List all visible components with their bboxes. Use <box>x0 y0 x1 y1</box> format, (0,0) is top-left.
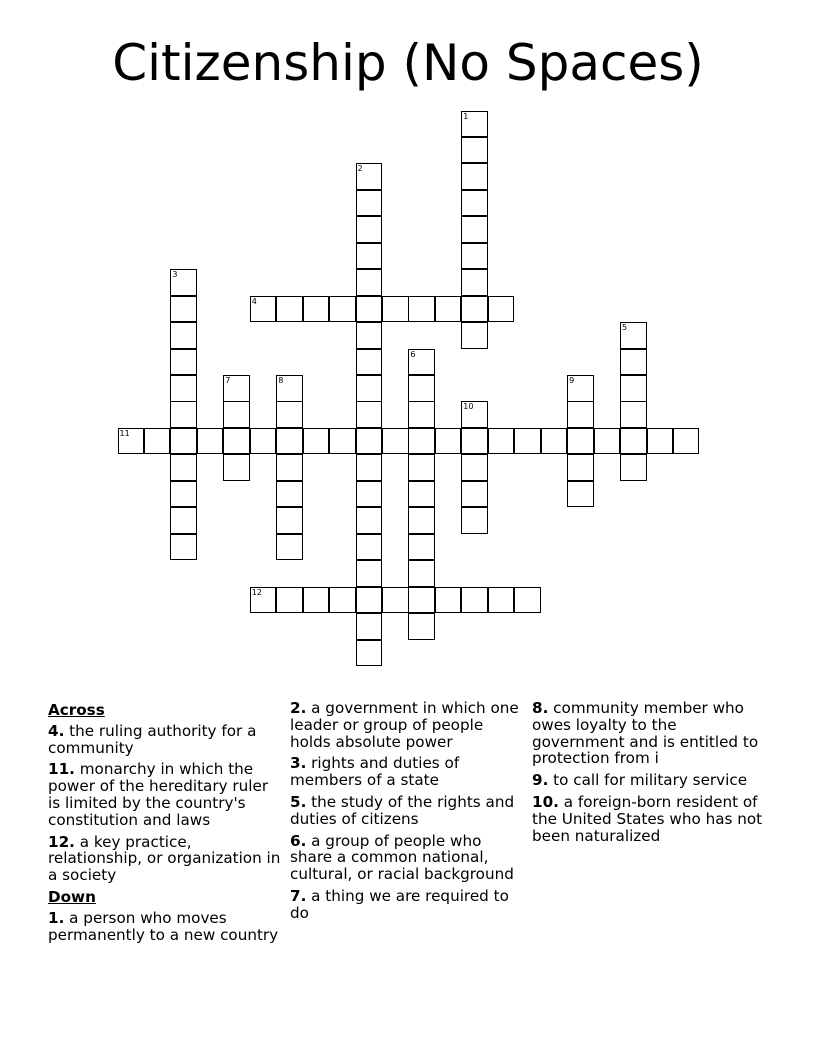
grid-cell[interactable] <box>461 454 488 481</box>
grid-cell[interactable] <box>435 587 462 614</box>
grid-cell[interactable] <box>461 587 488 614</box>
grid-cell[interactable] <box>620 401 647 428</box>
grid-cell[interactable] <box>408 401 435 428</box>
clue-across-4 <box>48 723 284 757</box>
grid-cell[interactable] <box>461 507 488 534</box>
grid-cell[interactable] <box>170 349 197 376</box>
grid-cell[interactable] <box>170 507 197 534</box>
grid-cell[interactable] <box>250 296 277 323</box>
grid-cell[interactable] <box>488 428 515 455</box>
clue-down-1 <box>48 910 284 944</box>
grid-cell[interactable] <box>356 454 383 481</box>
cell-number: 1 <box>463 111 469 121</box>
grid-cell[interactable] <box>567 375 594 402</box>
grid-cell[interactable] <box>461 243 488 270</box>
grid-cell[interactable] <box>567 428 594 455</box>
grid-cell[interactable] <box>673 428 700 455</box>
grid-cell[interactable] <box>356 401 383 428</box>
clue-number: 6. <box>290 831 307 850</box>
grid-cell[interactable] <box>356 375 383 402</box>
grid-cell[interactable] <box>567 454 594 481</box>
grid-cell[interactable] <box>461 137 488 164</box>
grid-cell[interactable] <box>461 216 488 243</box>
grid-cell[interactable] <box>170 269 197 296</box>
clue-number: 3. <box>290 754 307 773</box>
clue-text: a group of people who share a common national, cultural, or racial background <box>290 831 514 884</box>
grid-cell[interactable] <box>276 454 303 481</box>
grid-cell[interactable] <box>461 190 488 217</box>
grid-cell[interactable] <box>408 507 435 534</box>
puzzle-title: Citizenship (No Spaces) <box>112 34 704 92</box>
grid-cell[interactable] <box>594 428 621 455</box>
grid-cell[interactable] <box>408 454 435 481</box>
clue-number: 11. <box>48 760 75 779</box>
clue-text: the ruling authority for a community <box>48 721 257 757</box>
grid-cell[interactable] <box>170 481 197 508</box>
clues-column-3 <box>532 700 768 849</box>
grid-cell[interactable] <box>408 349 435 376</box>
grid-cell[interactable] <box>303 296 330 323</box>
grid-cell[interactable] <box>329 296 356 323</box>
grid-cell[interactable] <box>620 454 647 481</box>
grid-cell[interactable] <box>276 534 303 561</box>
grid-cell[interactable] <box>567 481 594 508</box>
clue-text: a person who moves permanently to a new country <box>48 908 279 944</box>
across-heading: Across <box>48 701 105 719</box>
grid-cell[interactable] <box>329 587 356 614</box>
grid-cell[interactable] <box>408 534 435 561</box>
cell-number: 12 <box>251 587 262 597</box>
clue-number: 1. <box>48 908 65 927</box>
grid-cell[interactable] <box>408 481 435 508</box>
down-heading: Down <box>48 887 96 906</box>
grid-cell[interactable] <box>461 481 488 508</box>
clue-down-3 <box>290 755 526 789</box>
clues-column-2 <box>290 700 526 927</box>
grid-cell[interactable] <box>356 216 383 243</box>
grid-cell[interactable] <box>620 322 647 349</box>
clue-number: 5. <box>290 792 307 811</box>
clue-text: monarchy in which the power of the hereditary ruler is limited by the country's constitution and laws <box>48 760 269 829</box>
clue-down-8 <box>532 700 768 767</box>
grid-cell[interactable] <box>223 428 250 455</box>
grid-cell[interactable] <box>356 322 383 349</box>
clue-text: to call for military service <box>553 771 748 790</box>
grid-cell[interactable] <box>408 560 435 587</box>
grid-cell[interactable] <box>276 375 303 402</box>
cell-number: 3 <box>172 270 178 280</box>
clue-text: community member who owes loyalty to the government and is entitled to protection from i <box>532 699 759 768</box>
grid-cell[interactable] <box>356 243 383 270</box>
clue-number: 4. <box>48 721 65 740</box>
grid-cell[interactable] <box>408 428 435 455</box>
grid-cell[interactable] <box>170 322 197 349</box>
clue-down-5 <box>290 794 526 828</box>
grid-cell[interactable] <box>356 190 383 217</box>
grid-cell[interactable] <box>356 507 383 534</box>
grid-cell[interactable] <box>567 401 594 428</box>
grid-cell[interactable] <box>514 428 541 455</box>
cell-number: 2 <box>357 164 363 174</box>
grid-cell[interactable] <box>435 296 462 323</box>
clue-text: rights and duties of members of a state <box>290 754 460 790</box>
grid-cell[interactable] <box>170 401 197 428</box>
grid-cell[interactable] <box>514 587 541 614</box>
grid-cell[interactable] <box>435 428 462 455</box>
grid-cell[interactable] <box>461 111 488 138</box>
grid-cell[interactable] <box>408 613 435 640</box>
clue-text: a government in which one leader or group of people holds absolute power <box>290 699 519 751</box>
clue-number: 12. <box>48 832 75 851</box>
grid-cell[interactable] <box>461 296 488 323</box>
clue-text: the study of the rights and duties of citizens <box>290 792 515 828</box>
clue-number: 2. <box>290 699 307 717</box>
grid-cell[interactable] <box>170 454 197 481</box>
clue-down-10 <box>532 794 768 844</box>
clue-down-7 <box>290 888 526 922</box>
grid-cell[interactable] <box>223 375 250 402</box>
grid-cell[interactable] <box>276 296 303 323</box>
grid-cell[interactable] <box>250 428 277 455</box>
grid-cell[interactable] <box>382 587 409 614</box>
grid-cell[interactable] <box>356 428 383 455</box>
grid-cell[interactable] <box>620 375 647 402</box>
grid-cell[interactable] <box>382 428 409 455</box>
grid-cell[interactable] <box>356 560 383 587</box>
grid-cell[interactable] <box>620 428 647 455</box>
grid-cell[interactable] <box>408 375 435 402</box>
grid-cell[interactable] <box>541 428 568 455</box>
grid-cell[interactable] <box>356 613 383 640</box>
cell-number: 7 <box>225 376 231 385</box>
grid-cell[interactable] <box>223 401 250 428</box>
grid-cell[interactable] <box>461 401 488 428</box>
grid-cell[interactable] <box>620 349 647 376</box>
clues-column-1 <box>48 700 284 948</box>
grid-cell[interactable] <box>223 454 250 481</box>
clue-text: a thing we are required to do <box>290 886 509 922</box>
grid-cell[interactable] <box>488 587 515 614</box>
grid-cell[interactable] <box>408 587 435 614</box>
grid-cell[interactable] <box>144 428 171 455</box>
cell-number: 5 <box>622 323 628 333</box>
grid-cell[interactable] <box>461 269 488 296</box>
grid-cell[interactable] <box>276 401 303 428</box>
cell-number: 8 <box>278 376 284 385</box>
grid-cell[interactable] <box>408 296 435 323</box>
grid-cell[interactable] <box>356 296 383 323</box>
clue-number: 7. <box>290 886 307 905</box>
grid-cell[interactable] <box>170 296 197 323</box>
clue-number: 9. <box>532 771 549 790</box>
grid-cell[interactable] <box>356 534 383 561</box>
grid-cell[interactable] <box>197 428 224 455</box>
grid-cell[interactable] <box>276 428 303 455</box>
grid-cell[interactable] <box>276 507 303 534</box>
grid-cell[interactable] <box>276 481 303 508</box>
cell-number: 4 <box>251 296 257 306</box>
grid-cell[interactable] <box>276 587 303 614</box>
grid-cell[interactable] <box>647 428 674 455</box>
grid-cell[interactable] <box>356 269 383 296</box>
cell-number: 10 <box>463 402 474 412</box>
clue-down-6 <box>290 833 526 883</box>
cell-number: 6 <box>410 349 416 359</box>
clue-number: 8. <box>532 699 549 717</box>
grid-cell[interactable] <box>170 375 197 402</box>
clue-number: 10. <box>532 792 559 811</box>
grid-cell[interactable] <box>461 163 488 190</box>
clue-text: a key practice, relationship, or organization in a society <box>48 832 281 885</box>
grid-cell[interactable] <box>303 587 330 614</box>
clue-across-11 <box>48 761 284 828</box>
grid-cell[interactable] <box>170 534 197 561</box>
grid-cell[interactable] <box>461 322 488 349</box>
cell-number: 9 <box>569 376 575 385</box>
grid-cell[interactable] <box>170 428 197 455</box>
grid-cell[interactable] <box>488 296 515 323</box>
grid-cell[interactable] <box>329 428 356 455</box>
clue-down-2 <box>290 700 526 750</box>
grid-cell[interactable] <box>356 587 383 614</box>
grid-cell[interactable] <box>461 428 488 455</box>
grid-cell[interactable] <box>250 587 277 614</box>
cell-number: 11 <box>119 428 130 438</box>
grid-cell[interactable] <box>356 481 383 508</box>
grid-cell[interactable] <box>356 163 383 190</box>
grid-cell[interactable] <box>356 349 383 376</box>
grid-cell[interactable] <box>356 640 383 667</box>
clue-down-9 <box>532 772 768 789</box>
grid-cell[interactable] <box>118 428 145 455</box>
clue-across-12 <box>48 834 284 884</box>
grid-cell[interactable] <box>382 296 409 323</box>
grid-cell[interactable] <box>303 428 330 455</box>
clue-text: a foreign-born resident of the United States who has not been naturalized <box>532 792 763 845</box>
